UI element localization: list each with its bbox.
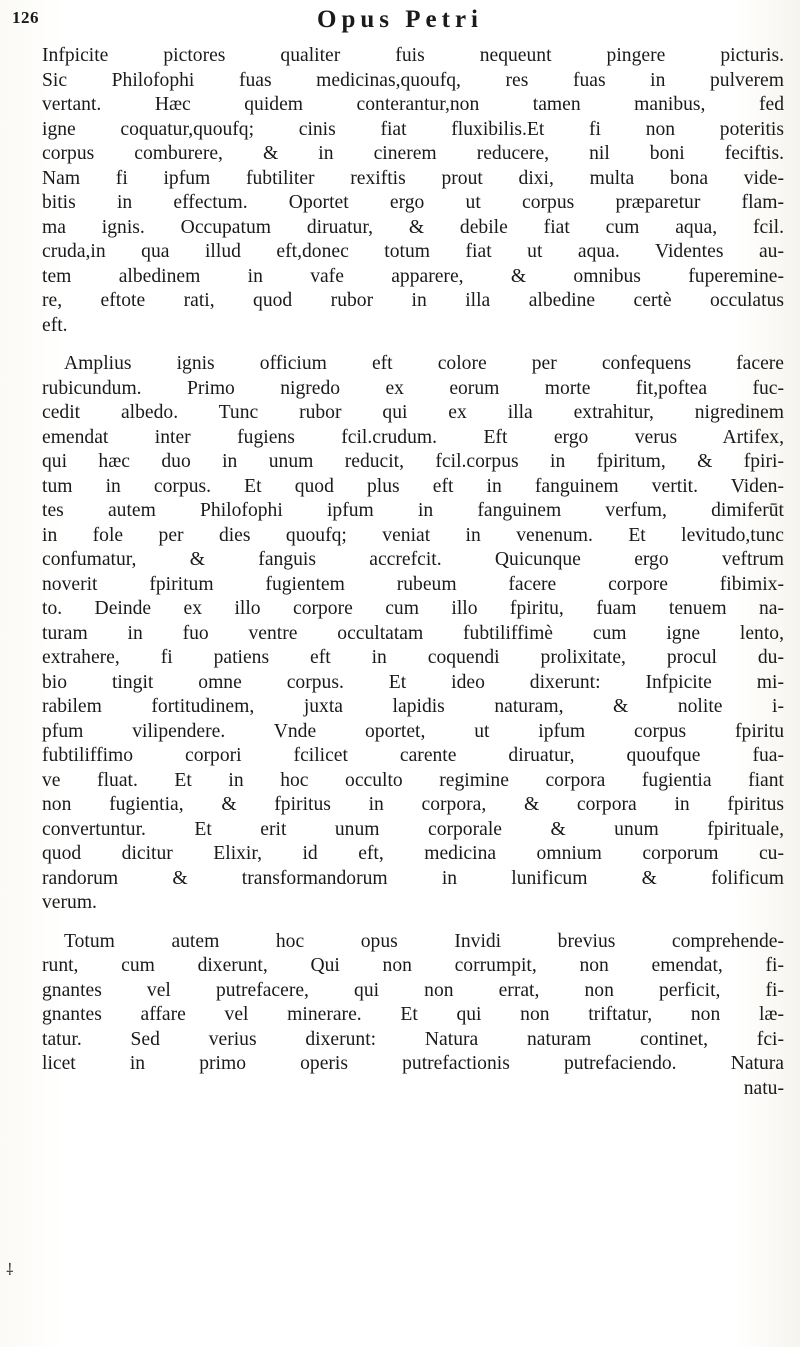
text-line: randorum & transformandorum in lunificum & folificum bbox=[42, 867, 784, 889]
text-line: rubicundum. Primo nigredo ex eorum morte fit,poftea fuc- bbox=[42, 377, 784, 399]
body-text bbox=[42, 44, 784, 1101]
text-line: Sic Philofophi fuas medicinas,quoufq, res fuas in pulverem bbox=[42, 69, 784, 91]
paragraph bbox=[42, 44, 784, 338]
text-line: noverit fpiritum fugientem rubeum facere corpore fibimix- bbox=[42, 573, 784, 595]
text-line: gnantes vel putrefacere, qui non errat, non perficit, fi- bbox=[42, 979, 784, 1001]
text-line: Infpicite pictores qualiter fuis nequeunt pingere picturis. bbox=[42, 45, 784, 66]
paragraph bbox=[42, 352, 784, 916]
paragraph-gap bbox=[42, 338, 784, 352]
text-line: bio tingit omne corpus. Et ideo dixerunt: Infpicite mi- bbox=[42, 671, 784, 693]
text-line: runt, cum dixerunt, Qui non corrumpit, non emendat, fi- bbox=[42, 955, 784, 976]
text-line: pfum vilipendere. Vnde oportet, ut ipfum corpus fpiritu bbox=[42, 720, 784, 742]
text-line: ma ignis. Occupatum diruatur, & debile fiat cum aqua, fcil. bbox=[42, 216, 784, 238]
text-line: vertant. Hæc quidem conterantur,non tamen manibus, fed bbox=[42, 94, 784, 115]
text-line: tem albedinem in vafe apparere, & omnibus fuperemine- bbox=[42, 265, 784, 287]
text-line: emendat inter fugiens fcil.crudum. Eft ergo verus Artifex, bbox=[42, 426, 784, 448]
paragraph-gap bbox=[42, 916, 784, 930]
text-line: licet in primo operis putrefactionis putrefaciendo. Natura bbox=[42, 1053, 784, 1074]
text-line: re, eftote rati, quod rubor in illa albedine certè occulatus bbox=[42, 290, 784, 311]
text-line: confumatur, & fanguis accrefcit. Quicunque ergo veftrum bbox=[42, 549, 784, 570]
text-line: cedit albedo. Tunc rubor qui ex illa extrahitur, nigredinem bbox=[42, 402, 784, 423]
page-header bbox=[12, 6, 788, 38]
text-line: Amplius ignis officium eft colore per confequens facere bbox=[64, 353, 784, 374]
text-line: eft. bbox=[42, 314, 68, 336]
text-line: in fole per dies quoufq; veniat in venenum. Et levitudo,tunc bbox=[42, 524, 784, 546]
running-head: Opus Petri bbox=[317, 6, 483, 33]
text-line: qui hæc duo in unum reducit, fcil.corpus in fpiritum, & fpiri- bbox=[42, 451, 784, 472]
text-line: tes autem Philofophi ipfum in fanguinem verfum, dimiferūt bbox=[42, 500, 784, 521]
margin-mark: ⸸ bbox=[6, 1262, 14, 1279]
text-line: bitis in effectum. Oportet ergo ut corpus præparetur flam- bbox=[42, 192, 784, 213]
text-line: cruda,in qua illud eft,donec totum fiat ut aqua. Videntes au- bbox=[42, 241, 784, 262]
page-number: 126 bbox=[12, 8, 39, 27]
text-line: Totum autem hoc opus Invidi brevius comprehende- bbox=[64, 930, 784, 952]
text-line: non fugientia, & fpiritus in corpora, & corpora in fpiritus bbox=[42, 794, 784, 815]
text-line: tatur. Sed verius dixerunt: Natura naturam continet, fci- bbox=[42, 1028, 784, 1050]
text-line: to. Deinde ex illo corpore cum illo fpiritu, fuam tenuem na- bbox=[42, 598, 784, 619]
text-line: tum in corpus. Et quod plus eft in fanguinem vertit. Viden- bbox=[42, 475, 784, 497]
text-line: verum. bbox=[42, 892, 97, 913]
catchword: natu- bbox=[743, 1077, 784, 1099]
paragraph bbox=[42, 930, 784, 1077]
text-line: Nam fi ipfum fubtiliter rexiftis prout dixi, multa bona vide- bbox=[42, 167, 784, 189]
text-line: quod dicitur Elixir, id eft, medicina omnium corporum cu- bbox=[42, 843, 784, 864]
text-line: convertuntur. Et erit unum corporale & unum fpirituale, bbox=[42, 818, 784, 840]
text-line: igne coquatur,quoufq; cinis fiat fluxibilis.Et fi non poteritis bbox=[42, 118, 784, 140]
text-line: fubtiliffimo corpori fcilicet carente diruatur, quoufque fua- bbox=[42, 745, 784, 766]
text-line: ve fluat. Et in hoc occulto regimine corpora fugientia fiant bbox=[42, 769, 784, 791]
text-line: turam in fuo ventre occultatam fubtiliffimè cum igne lento, bbox=[42, 622, 784, 644]
text-line: gnantes affare vel minerare. Et qui non triftatur, non læ- bbox=[42, 1004, 784, 1025]
text-line: rabilem fortitudinem, juxta lapidis naturam, & nolite i- bbox=[42, 696, 784, 717]
text-line: extrahere, fi patiens eft in coquendi prolixitate, procul du- bbox=[42, 647, 784, 668]
text-line: corpus comburere, & in cinerem reducere, nil boni feciftis. bbox=[42, 143, 784, 164]
